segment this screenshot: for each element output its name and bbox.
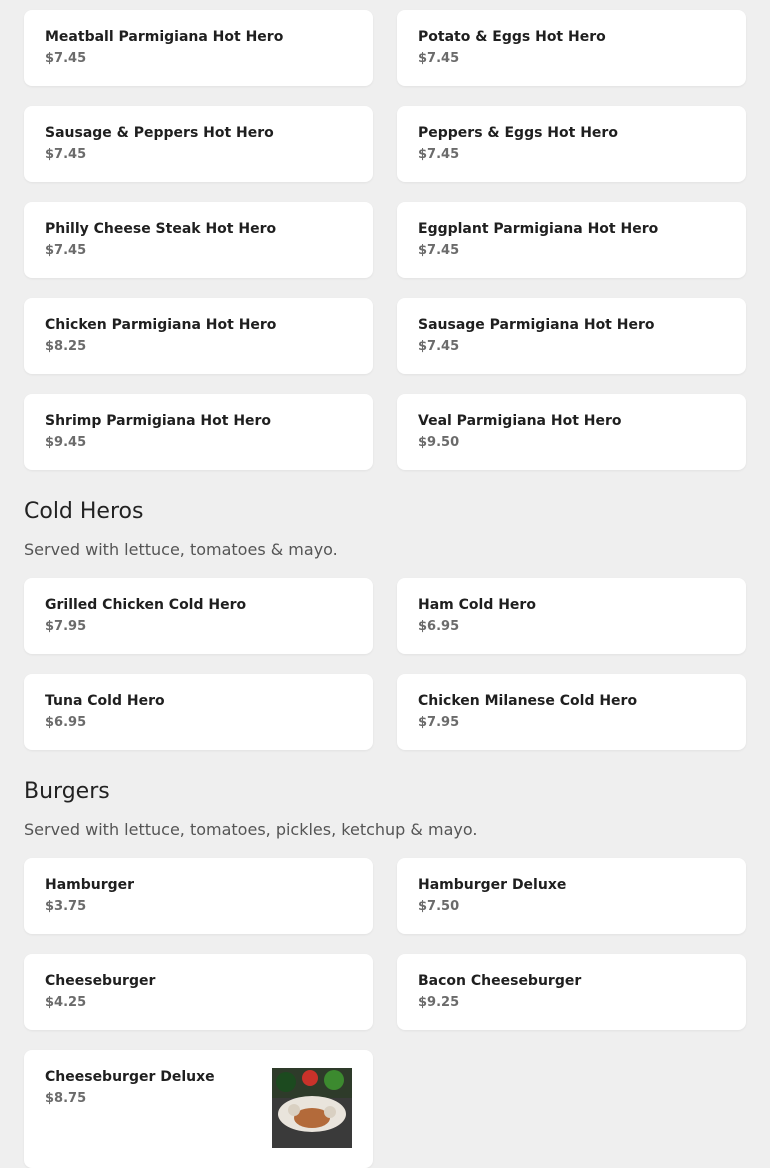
item-name: Tuna Cold Hero (45, 693, 165, 709)
menu-item-card[interactable] (397, 674, 746, 750)
menu-item-card[interactable] (24, 858, 373, 934)
item-price: $7.95 (45, 619, 87, 634)
menu-item-card[interactable] (24, 578, 373, 654)
item-price: $3.75 (45, 899, 87, 914)
menu-item-card[interactable] (397, 202, 746, 278)
item-name: Cheeseburger Deluxe (45, 1069, 215, 1085)
item-price: $7.45 (418, 147, 460, 162)
item-price: $6.95 (45, 715, 87, 730)
menu-item-card[interactable] (397, 954, 746, 1030)
burgers-grid (24, 858, 746, 1168)
item-name: Ham Cold Hero (418, 597, 536, 613)
item-name: Potato & Eggs Hot Hero (418, 29, 606, 45)
item-price: $4.25 (45, 995, 87, 1010)
item-price: $7.45 (418, 243, 460, 258)
item-price: $9.25 (418, 995, 460, 1010)
item-price: $7.95 (418, 715, 460, 730)
section-title-burgers: Burgers (24, 779, 110, 804)
item-price: $7.45 (418, 339, 460, 354)
item-name: Hamburger Deluxe (418, 877, 567, 893)
menu-item-card[interactable] (397, 106, 746, 182)
item-name: Meatball Parmigiana Hot Hero (45, 29, 284, 45)
item-name: Bacon Cheeseburger (418, 973, 582, 989)
item-name: Grilled Chicken Cold Hero (45, 597, 247, 613)
menu-item-card[interactable] (24, 106, 373, 182)
item-name: Eggplant Parmigiana Hot Hero (418, 221, 659, 237)
item-name: Sausage Parmigiana Hot Hero (418, 317, 655, 333)
menu-item-card[interactable] (24, 954, 373, 1030)
item-price: $7.45 (45, 243, 87, 258)
menu-item-card[interactable] (24, 298, 373, 374)
section-title-cold-heros: Cold Heros (24, 499, 144, 524)
item-name: Veal Parmigiana Hot Hero (418, 413, 622, 429)
item-name: Chicken Parmigiana Hot Hero (45, 317, 277, 333)
cold-heros-grid (24, 578, 746, 750)
menu-item-card[interactable] (24, 10, 373, 86)
item-price: $7.45 (45, 147, 87, 162)
menu-item-card[interactable] (24, 202, 373, 278)
menu-item-card[interactable] (397, 858, 746, 934)
item-price: $8.75 (45, 1091, 87, 1106)
item-price: $7.45 (418, 51, 460, 66)
section-description-cold-heros: Served with lettuce, tomatoes & mayo. (24, 540, 338, 559)
menu-item-card[interactable] (397, 578, 746, 654)
item-price: $9.45 (45, 435, 87, 450)
cheeseburger-photo-image (272, 1068, 352, 1148)
item-name: Cheeseburger (45, 973, 156, 989)
menu-item-card[interactable] (24, 1050, 373, 1168)
hot-heros-grid (24, 10, 746, 470)
item-name: Sausage & Peppers Hot Hero (45, 125, 274, 141)
menu-item-card[interactable] (24, 394, 373, 470)
section-description-burgers: Served with lettuce, tomatoes, pickles, ketchup & mayo. (24, 820, 478, 839)
menu-item-card[interactable] (397, 298, 746, 374)
menu-item-card[interactable] (397, 394, 746, 470)
menu-item-card[interactable] (397, 10, 746, 86)
item-name: Hamburger (45, 877, 135, 893)
item-price: $9.50 (418, 435, 460, 450)
item-name: Shrimp Parmigiana Hot Hero (45, 413, 272, 429)
item-price: $6.95 (418, 619, 460, 634)
item-name: Chicken Milanese Cold Hero (418, 693, 638, 709)
item-price: $7.50 (418, 899, 460, 914)
menu-item-card[interactable] (24, 674, 373, 750)
item-photo (272, 1068, 352, 1148)
item-name: Philly Cheese Steak Hot Hero (45, 221, 277, 237)
item-price: $8.25 (45, 339, 87, 354)
item-name: Peppers & Eggs Hot Hero (418, 125, 618, 141)
item-price: $7.45 (45, 51, 87, 66)
